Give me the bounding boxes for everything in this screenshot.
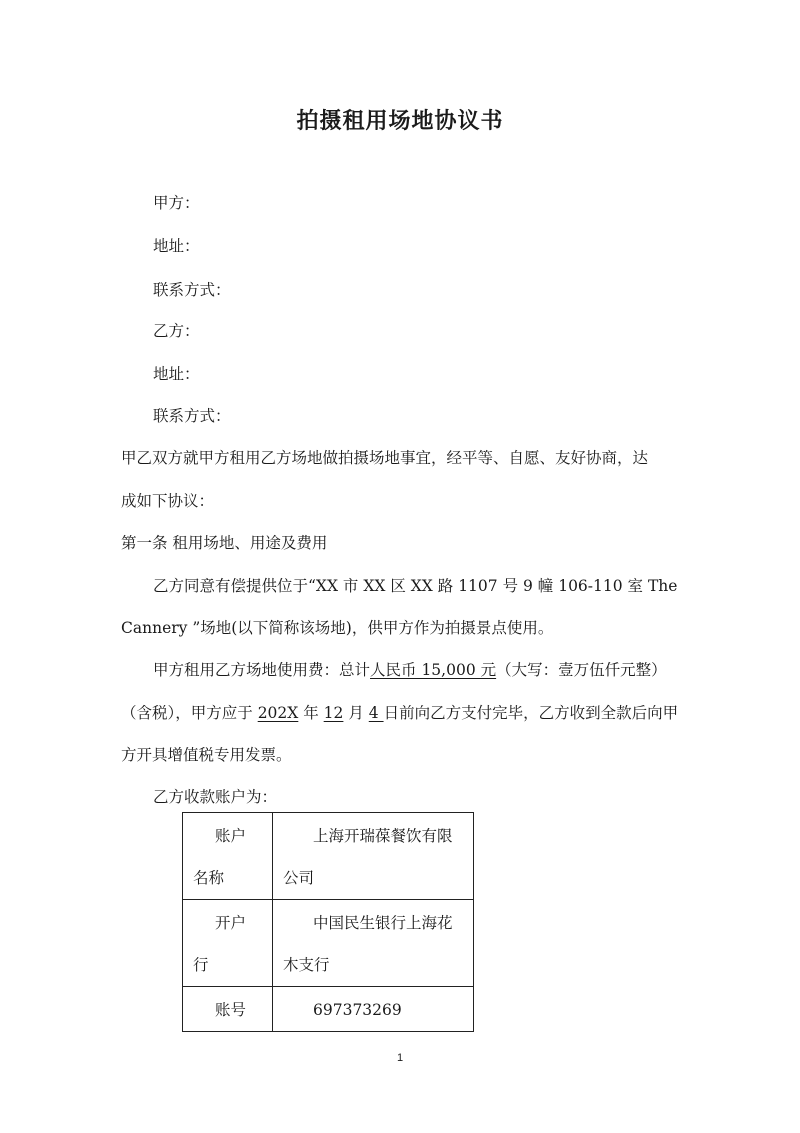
payment-text-d: 日前向乙方支付完毕，乙方收到全款后向甲 bbox=[383, 704, 679, 722]
account-intro: 乙方收款账户为： bbox=[153, 788, 278, 806]
bank-value-2: 木支行 bbox=[283, 956, 330, 974]
bank-label-cell bbox=[183, 900, 273, 987]
table-row bbox=[183, 900, 474, 987]
party-a-address: 地址： bbox=[153, 237, 200, 255]
payment-text-a: （含税），甲方应于 bbox=[121, 704, 258, 722]
paragraph-2-line-2 bbox=[121, 701, 678, 723]
paragraph-2-line-3: 方开具增值税专用发票。 bbox=[121, 746, 292, 764]
account-table bbox=[182, 812, 474, 1032]
account-name-label-2: 名称 bbox=[193, 869, 225, 887]
account-number-value-cell bbox=[273, 987, 474, 1032]
payment-year: 202X bbox=[257, 704, 299, 722]
fee-suffix: （大写：壹万伍仟元整） bbox=[496, 661, 667, 679]
intro-line-1: 甲乙双方就甲方租用乙方场地做拍摄场地事宜，经平等、自愿、友好协商，达 bbox=[121, 449, 649, 467]
page-number: 1 bbox=[396, 1052, 404, 1064]
account-name-label-1: 账户 bbox=[215, 827, 247, 845]
fee-amount: 人民币 15,000 元 bbox=[370, 661, 497, 679]
fee-prefix: 甲方租用乙方场地使用费：总计 bbox=[153, 661, 371, 679]
account-name-label-cell bbox=[183, 813, 273, 900]
account-number-value: 697373269 bbox=[313, 1001, 402, 1019]
account-name-value-1: 上海开瑞葆餐饮有限 bbox=[313, 827, 453, 845]
bank-label-2: 行 bbox=[193, 956, 209, 974]
party-b-contact: 联系方式： bbox=[153, 407, 231, 425]
account-name-value-cell bbox=[273, 813, 474, 900]
intro-line-2: 成如下协议： bbox=[121, 492, 215, 510]
article-1-title: 第一条 租用场地、用途及费用 bbox=[121, 534, 328, 552]
payment-day: 4 bbox=[368, 704, 384, 722]
account-number-label: 账号 bbox=[215, 1001, 247, 1019]
payment-text-c: 月 bbox=[343, 704, 369, 722]
bank-value-cell bbox=[273, 900, 474, 987]
payment-text-b: 年 bbox=[298, 704, 324, 722]
paragraph-1-line-1: 乙方同意有偿提供位于“XX 市 XX 区 XX 路 1107 号 9 幢 106-110 室 The bbox=[153, 577, 678, 595]
bank-value-1: 中国民生银行上海花 bbox=[313, 914, 453, 932]
account-name-value-2: 公司 bbox=[283, 869, 315, 887]
paragraph-2-line-1 bbox=[153, 658, 667, 680]
bank-label-1: 开户 bbox=[215, 914, 247, 932]
account-number-label-cell bbox=[183, 987, 273, 1032]
party-b-address: 地址： bbox=[153, 365, 200, 383]
party-a-contact: 联系方式： bbox=[153, 281, 231, 299]
table-row bbox=[183, 813, 474, 900]
party-b-label: 乙方： bbox=[153, 322, 200, 340]
paragraph-1-line-2: Cannery ”场地(以下简称该场地)，供甲方作为拍摄景点使用。 bbox=[121, 619, 554, 637]
payment-month: 12 bbox=[323, 704, 344, 722]
party-a-label: 甲方： bbox=[153, 194, 200, 212]
document-title: 拍摄租用场地协议书 bbox=[296, 108, 504, 134]
table-row bbox=[183, 987, 474, 1032]
